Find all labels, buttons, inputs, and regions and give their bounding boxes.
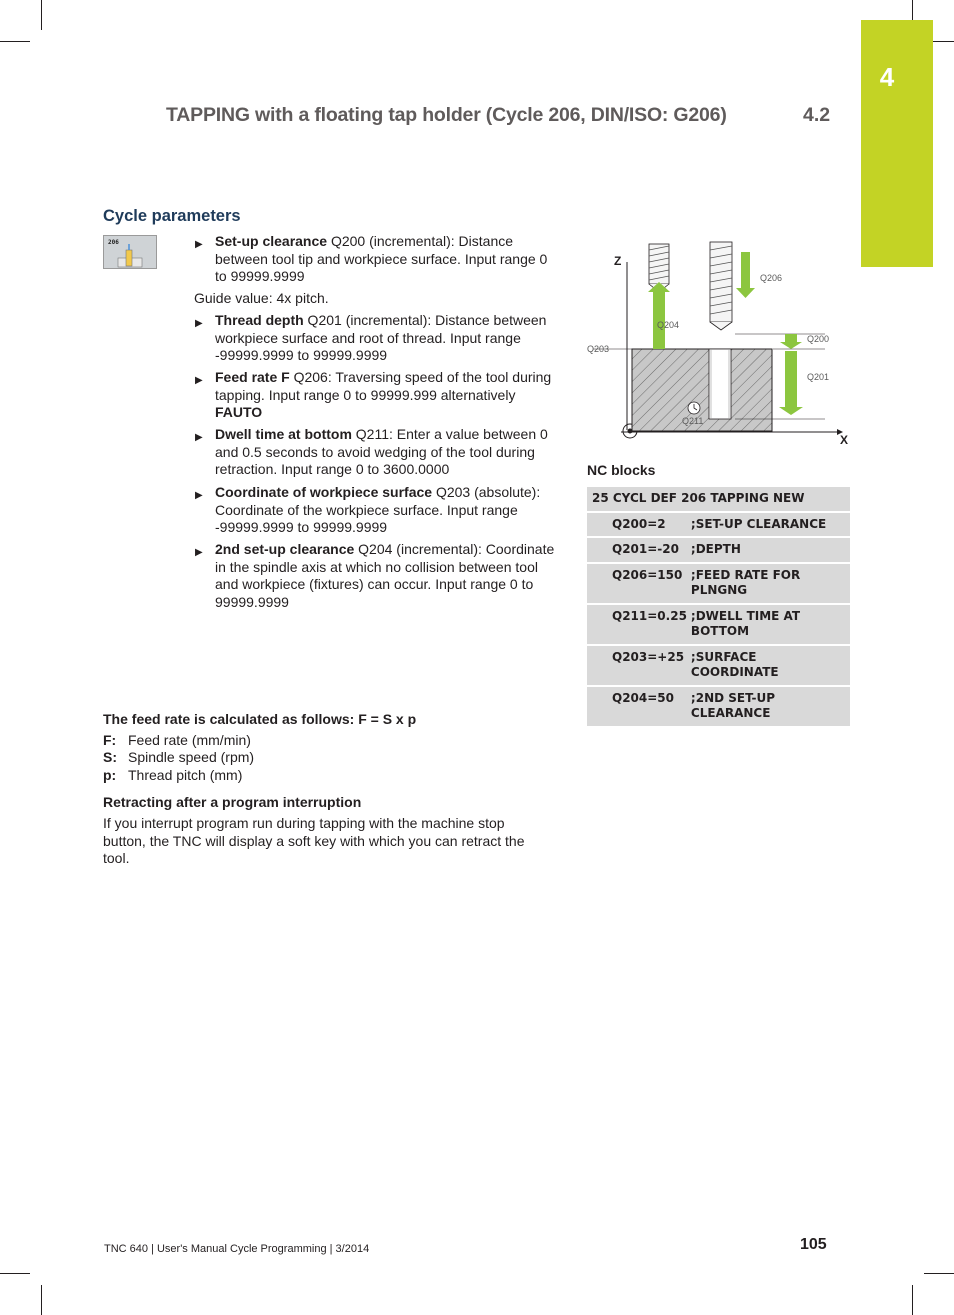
crop-mark [924, 1273, 954, 1274]
crop-mark [912, 0, 913, 20]
param-description: Q203 (absolute): Coordinate of the workpiece surface. Input range -99999.9999 to 99999.9999 [215, 484, 541, 535]
bullet-arrow-icon: ▶ [195, 490, 203, 501]
nc-code: Q206=150 [587, 564, 691, 603]
retract-arrow [648, 282, 670, 349]
param-name: Coordinate of workpiece surface [215, 484, 433, 500]
feed-rate-title: The feed rate is calculated as follows: F = S x p [103, 711, 417, 727]
nc-code: Q211=0.25 [587, 605, 691, 644]
def-key: p: [103, 767, 117, 783]
feed-arrow [736, 252, 755, 298]
section-title: Cycle parameters [103, 207, 241, 225]
def-key: S: [103, 749, 117, 765]
param-description: Q201 (incremental): Distance between workpiece surface and root of thread. Input range -99999.9999 to 99999.9999 [215, 312, 547, 363]
nc-header: 25 CYCL DEF 206 TAPPING NEW [587, 487, 850, 511]
table-row [587, 538, 850, 562]
page-number: 105 [800, 1236, 827, 1253]
table-row [587, 487, 850, 511]
retract-text: If you interrupt program run during tapping with the machine stop button, the TNC will display a soft key with which you can retract the tool. [103, 815, 525, 866]
tap-tool-middle [710, 242, 732, 330]
nc-comment: ;2ND SET-UP CLEARANCE [691, 687, 850, 726]
label-q200: Q200 [807, 334, 830, 344]
nc-code: Q200=2 [587, 513, 691, 537]
footer-text: TNC 640 | User's Manual Cycle Programming | 3/2014 [104, 1243, 370, 1255]
chapter-tab [861, 20, 933, 267]
nc-comment: ;SET-UP CLEARANCE [691, 513, 850, 537]
label-q211: Q211 [682, 416, 704, 426]
label-q201: Q201 [807, 372, 830, 382]
def-key: F: [103, 732, 117, 748]
param-name: Feed rate F [215, 369, 290, 385]
param-description: Q200 (incremental): Distance between tool tip and workpiece surface. Input range 0 to 99999.9999 [215, 233, 548, 284]
def-value: Feed rate (mm/min) [128, 732, 251, 748]
bullet-arrow-icon: ▶ [195, 318, 203, 329]
nc-code: Q201=-20 [587, 538, 691, 562]
cycle-206-softkey-icon [103, 235, 157, 269]
nc-comment: ;DEPTH [691, 538, 850, 562]
param-thread-depth [194, 312, 559, 365]
crop-mark [41, 1285, 42, 1315]
tapping-cycle-diagram [585, 236, 850, 450]
param-fauto: FAUTO [215, 404, 263, 420]
definition-row [103, 767, 242, 785]
table-row [587, 646, 850, 685]
param-name: Set-up clearance [215, 233, 328, 249]
def-value: Spindle speed (rpm) [128, 749, 255, 765]
z-axis-label: Z [614, 254, 622, 268]
table-row [587, 564, 850, 603]
page-header-title: TAPPING with a floating tap holder (Cycle 206, DIN/ISO: G206) [166, 104, 727, 126]
bullet-arrow-icon: ▶ [195, 239, 203, 250]
crop-mark [0, 1273, 30, 1274]
tapped-hole [709, 349, 731, 419]
page-header-section: 4.2 [803, 104, 831, 126]
q201-arrow [779, 351, 803, 415]
crop-mark [41, 0, 42, 30]
nc-comment: ;DWELL TIME AT BOTTOM [691, 605, 850, 644]
nc-comment: ;SURFACE COORDINATE [691, 646, 850, 685]
definition-row [103, 732, 251, 750]
retract-title: Retracting after a program interruption [103, 794, 362, 810]
tapping-icon [104, 236, 156, 268]
bullet-arrow-icon: ▶ [195, 432, 203, 443]
param-dwell-time [194, 426, 559, 479]
nc-blocks-title: NC blocks [587, 462, 656, 478]
chapter-number: 4 [879, 62, 895, 92]
param-name: Dwell time at bottom [215, 426, 352, 442]
param-name: 2nd set-up clearance [215, 541, 355, 557]
param-workpiece-surface [194, 484, 559, 537]
param-description: Q204 (incremental): Coordinate in the spindle axis at which no collision between tool and workpiece (fixtures) can occur. Input range 0 to 99999.9999 [215, 541, 555, 610]
param-description: Q211: Enter a value between 0 and 0.5 seconds to avoid wedging of the tool during retraction. Input range 0 to 3600.0000 [215, 426, 548, 477]
bullet-arrow-icon: ▶ [195, 375, 203, 386]
label-q203: Q203 [587, 344, 610, 354]
label-q204: Q204 [657, 320, 680, 330]
param-feed-rate [194, 369, 559, 422]
nc-comment: ;FEED RATE FOR PLNGNG [691, 564, 850, 603]
table-row [587, 513, 850, 537]
param-description: Q206: Traversing speed of the tool during tapping. Input range 0 to 99999.999 alternatively [215, 369, 552, 403]
label-q206: Q206 [760, 273, 783, 283]
x-axis-label: X [840, 433, 849, 447]
param-2nd-setup-clearance [194, 541, 559, 611]
param-setup-clearance [194, 233, 559, 286]
softkey-label: 206 [108, 239, 119, 246]
crop-mark [0, 41, 30, 42]
nc-code: Q204=50 [587, 687, 691, 726]
bullet-arrow-icon: ▶ [195, 547, 203, 558]
nc-blocks-table [587, 485, 850, 728]
crop-mark [912, 1285, 913, 1315]
nc-code: Q203=+25 [587, 646, 691, 685]
param-name: Thread depth [215, 312, 304, 328]
q200-arrow [780, 334, 802, 349]
table-row [587, 687, 850, 726]
def-value: Thread pitch (mm) [128, 767, 243, 783]
definition-row [103, 749, 254, 767]
guide-value: Guide value: 4x pitch. [194, 290, 329, 306]
table-row [587, 605, 850, 644]
